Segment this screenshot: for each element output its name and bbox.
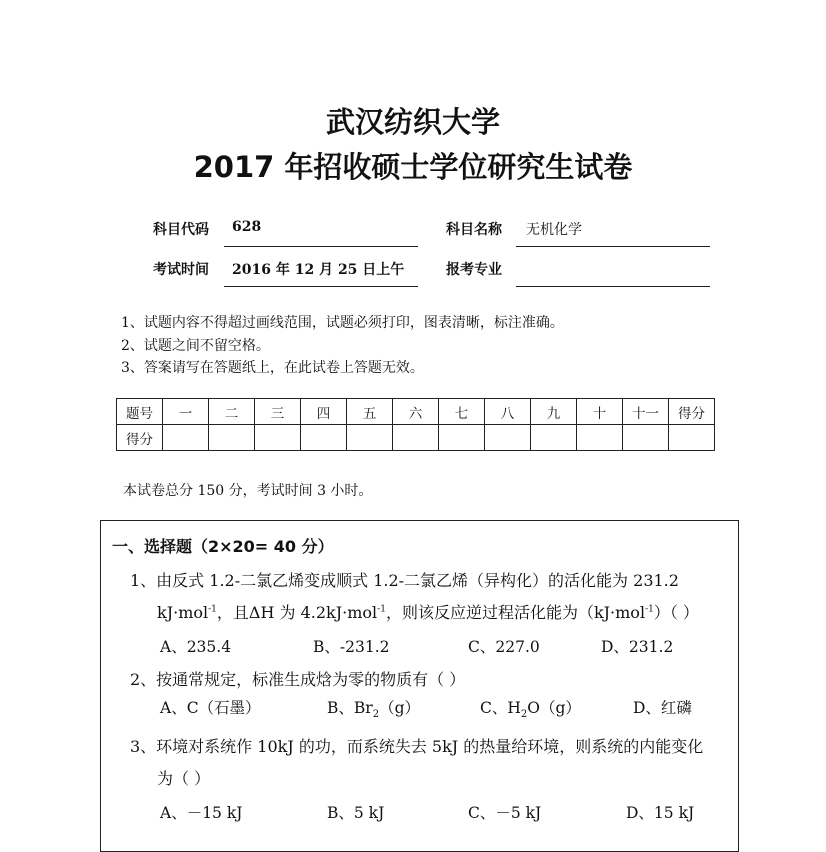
exam-time-underline [224,286,418,287]
q2-option-b: B、$Br_2(g)$ [327,699,421,721]
score-table [116,398,715,451]
subject-name-underline [516,246,710,247]
score-cell [439,425,485,451]
score-table-header-row [117,399,715,425]
subject-name-value: 无机化学 [526,222,582,238]
score-cell [301,425,347,451]
subject-name-label: 科目名称 [446,222,502,238]
q3-option-d: D、15 kJ [626,804,695,822]
q3-option-c: C、－5 kJ [468,804,542,822]
score-cell: 九 [531,399,577,425]
subject-code-value: 628 [232,219,262,235]
q2-option-d: D、红磷 [633,699,692,717]
score-cell [623,425,669,451]
score-cell: 六 [393,399,439,425]
score-cell: 十一 [623,399,669,425]
question-3-line-2: 为（ ） [157,769,211,788]
exam-time-value: 2016 年 12 月 25 日上午 [232,262,405,278]
score-table-score-row [117,425,715,451]
question-2-text: 2、按通常规定，标准生成焓为零的物质有（ ） [130,670,466,689]
score-cell [531,425,577,451]
question-3-line-1: 3、环境对系统作 10kJ 的功，而系统失去 5kJ 的热量给环境，则系统的内能变化 [130,737,704,756]
exam-title: 2017 年招收硕士学位研究生试卷 [193,150,633,184]
score-cell: 五 [347,399,393,425]
q3-option-a: A、－15 kJ [160,804,243,822]
score-cell: 三 [255,399,301,425]
q3-option-b: B、5 kJ [327,804,385,822]
q1-option-a: A、235.4 [160,638,232,656]
score-cell [577,425,623,451]
score-cell [347,425,393,451]
subject-code-underline [224,246,418,247]
subject-code-label: 科目代码 [153,222,209,238]
score-cell: 二 [209,399,255,425]
note-3: 3、答案请写在答题纸上，在此试卷上答题无效。 [121,360,424,376]
score-cell: 十 [577,399,623,425]
score-cell: 得分 [669,399,715,425]
note-2: 2、试题之间不留空格。 [121,338,270,354]
section-title: 一、选择题（2×20= 40 分） [112,537,334,556]
score-cell [485,425,531,451]
score-cell: 八 [485,399,531,425]
q1-option-c: C、227.0 [468,638,540,656]
question-1-line-2: kJ·mol$^{-1}$，且ΔH 为 4.2kJ·mol$^{-1}$，则该反应逆过程活化能为（kJ·mol$^{-1}$）（ ） [157,603,699,622]
total-score-note: 本试卷总分 150 分，考试时间 3 小时。 [123,483,373,499]
q2-option-c: C、$H_2O(g)$ [480,699,581,721]
score-cell [669,425,715,451]
score-cell: 得分 [117,425,163,451]
major-underline [516,286,710,287]
q1-option-b: B、-231.2 [313,638,390,656]
score-cell: 一 [163,399,209,425]
score-cell: 题号 [117,399,163,425]
score-cell: 七 [439,399,485,425]
university-title: 武汉纺织大学 [325,105,500,139]
score-cell: 四 [301,399,347,425]
major-label: 报考专业 [446,262,502,278]
question-1-line-1: 1、由反式 1.2-二氯乙烯变成顺式 1.2-二氯乙烯（异构化）的活化能为 231.2 [130,571,679,590]
score-cell [393,425,439,451]
score-cell [209,425,255,451]
q2-option-a: A、C（石墨） [160,699,261,717]
exam-time-label: 考试时间 [153,262,209,278]
note-1: 1、试题内容不得超过画线范围，试题必须打印，图表清晰，标注准确。 [121,315,564,331]
score-cell [255,425,301,451]
score-cell [163,425,209,451]
q1-option-d: D、231.2 [601,638,674,656]
